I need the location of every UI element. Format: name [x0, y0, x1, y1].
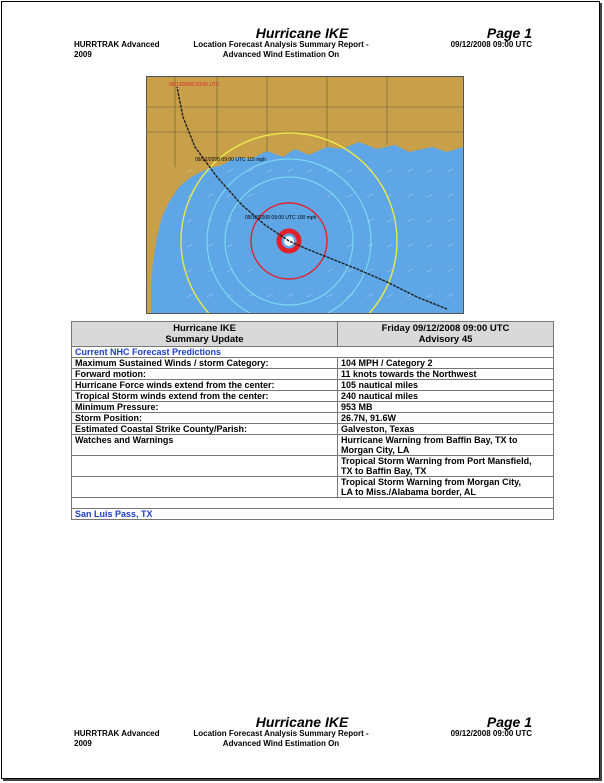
warning-text: Tropical Storm Warning from Port Mansfield, TX to Baffin Bay, TX: [338, 456, 554, 477]
table-row: Tropical Storm winds extend from the center: 240 nautical miles: [72, 391, 554, 402]
header-title: Hurricane IKE: [255, 25, 349, 41]
header-datetime: 09/12/2008 09:00 UTC: [450, 40, 532, 49]
page-header: [0, 25, 604, 75]
header-report-name: Location Forecast Analysis Summary Report - Advanced Wind Estimation On: [193, 40, 369, 59]
location-row: [72, 509, 554, 520]
table-row: Storm Position: 26.7N, 91.6W: [72, 413, 554, 424]
summary-table: [71, 321, 554, 520]
footer-report-name: Location Forecast Analysis Summary Report - Advanced Wind Estimation On: [193, 729, 369, 748]
table-row: Minimum Pressure: 953 MB: [72, 402, 554, 413]
watches-label: Watches and Warnings: [72, 435, 338, 456]
map-label-center: 09/12/2008 09:00 UTC 100 mph: [245, 215, 317, 221]
warning-text: Hurricane Warning from Baffin Bay, TX to Morgan City, LA: [338, 435, 554, 456]
table-row: Hurricane Force winds extend from the center: 105 nautical miles: [72, 380, 554, 391]
footer-title: Hurricane IKE: [255, 714, 349, 730]
table-row: Estimated Coastal Strike County/Parish: Galveston, Texas: [72, 424, 554, 435]
header-product: HURRTRAK Advanced 2009: [74, 40, 160, 59]
summary-header-left: Hurricane IKE Summary Update: [72, 322, 338, 347]
header-page-number: Page 1: [486, 25, 532, 41]
map-graphic: [147, 77, 463, 313]
warning-row: [72, 435, 554, 456]
footer-page-number: Page 1: [486, 714, 532, 730]
section-title-row: [72, 347, 554, 358]
storm-track-map: [146, 76, 464, 314]
warning-row: [72, 456, 554, 477]
map-label-mid: 09/12/2008 09:00 UTC 115 mph: [195, 157, 267, 163]
summary-header-row: [72, 322, 554, 347]
warning-row: [72, 477, 554, 498]
table-row: Maximum Sustained Winds / storm Category: 104 MPH / Category 2: [72, 358, 554, 369]
footer-product: HURRTRAK Advanced 2009: [74, 729, 160, 748]
section-title: Current NHC Forecast Predictions: [72, 347, 554, 358]
location-name: San Luis Pass, TX: [72, 509, 554, 520]
blank-row: [72, 498, 554, 509]
table-row: Forward motion: 11 knots towards the Northwest: [72, 369, 554, 380]
page-footer: [0, 714, 604, 764]
summary-header-right: Friday 09/12/2008 09:00 UTC Advisory 45: [338, 322, 554, 347]
footer-datetime: 09/12/2008 09:00 UTC: [450, 729, 532, 738]
map-label-top: 09/13/2008 09:00 UTC: [169, 82, 220, 88]
warning-text: Tropical Storm Warning from Morgan City, LA to Miss./Alabama border, AL: [338, 477, 554, 498]
